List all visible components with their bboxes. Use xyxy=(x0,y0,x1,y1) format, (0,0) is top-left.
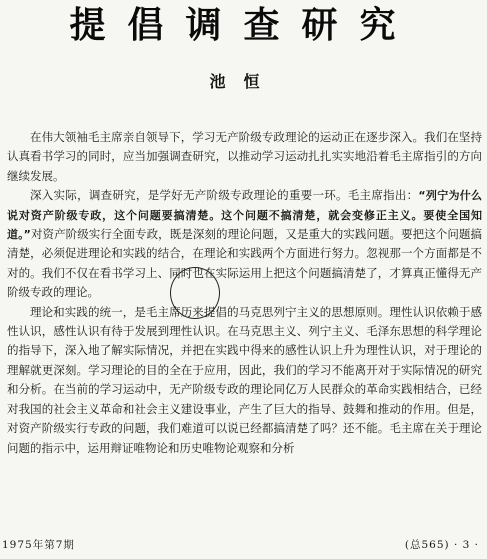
article-author: 池恒 xyxy=(209,72,278,91)
chairman-quote: “列宁为什么说对资产阶级专政，这个问题要搞清楚。这个问题不搞清楚，就会变修正主义。要使全国知道。” xyxy=(7,189,483,242)
paragraph-3: 理论和实践的统一，是毛主席历来提倡的马克思列宁主义的思想原则。理性认识依赖于感性认识，感性认识有待于发展到理性认识。在马克思主义、列宁主义、毛泽东思想的科学理论的指导下，深入地了解实际情况，并把在实践中得来的感性认识上升为理性认识，对于理论的理解就更深刻。学习理论的目的全在于应用，因此，我们的学习不能离开对于实际情况的研究和分析。在当前的学习运动中，无产阶级专政的理论同亿万人民群众的革命实践相结合，已经对我国的社会主义革命和社会主义建设事业，产生了巨大的指导、鼓舞和推动的作用。但是，对资产阶级实行专政的问题，我们难道可以说已经都搞清楚了吗？还不能。毛主席在关于理论问题的指示中，运用辩证唯物论和历史唯物论观察和分析 xyxy=(7,304,482,455)
paragraph-2-body: 对资产阶级实行全面专政，既是深刻的理论问题，又是重大的实践问题。要把这个问题搞清楚，必须促进理论和实践的结合，在理论和实践两个方面进行努力。忽视那一个方面都是不对的。我们不仅在看书学习上、同时也在实际运用上把这个问题搞清楚了，才算真正懂得无产阶级专政的理论。 xyxy=(7,227,483,300)
paragraph-2-intro: 深入实际，调查研究，是学好无产阶级专政理论的重要一环。毛主席指出： xyxy=(30,188,419,203)
page-number: · 3 · xyxy=(453,539,479,551)
article-title: 提倡调查研究 xyxy=(69,5,418,46)
issue-label: 1975年第7期 xyxy=(2,539,75,551)
paragraph-1: 在伟大领袖毛主席亲自领导下，学习无产阶级专政理论的运动正在逐步深入。我们在坚持认真看书学习的同时，应当加强调查研究，以推动学习运动扎扎实实地沿着毛主席指引的方向继续发展。 xyxy=(7,130,482,183)
page-number-footer xyxy=(405,537,479,553)
total-issue-number: (总565) xyxy=(404,539,450,551)
article-body xyxy=(7,128,482,458)
paragraph-2 xyxy=(7,186,482,302)
